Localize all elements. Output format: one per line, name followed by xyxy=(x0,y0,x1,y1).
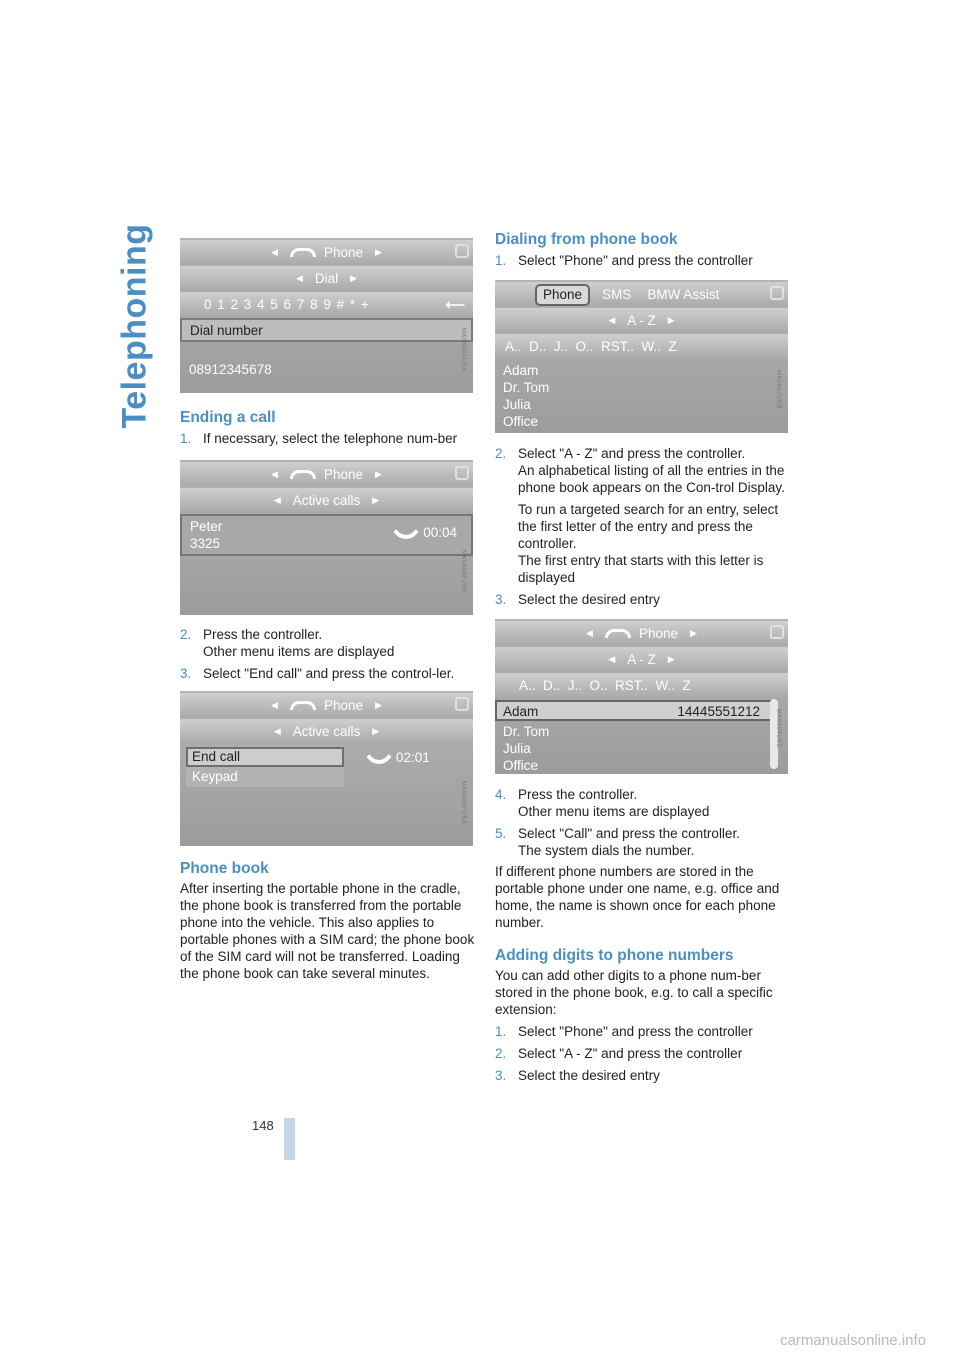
arrow-left-icon: ◀ xyxy=(608,315,616,325)
step-text: If necessary, select the telephone num-ber xyxy=(203,431,458,446)
step-number: 3. xyxy=(180,666,192,681)
ending-step-1 xyxy=(180,430,476,447)
call-entry xyxy=(180,514,473,556)
controller-icon xyxy=(455,466,469,480)
step-text: Select "A - Z" and press the controller. xyxy=(518,446,746,461)
step-number: 1. xyxy=(495,1024,507,1039)
caller-name: Peter xyxy=(190,519,223,534)
controller-icon xyxy=(455,244,469,258)
image-code: MK0602UEB xyxy=(775,370,781,410)
phone-menu-row xyxy=(495,621,788,646)
dial-row xyxy=(180,266,473,291)
menu-label: Phone xyxy=(323,467,364,482)
ending-step-3 xyxy=(180,665,476,682)
step-text: The system dials the number. xyxy=(518,843,695,858)
entry-number: 14445551212 xyxy=(677,704,760,719)
step-text: Select "Phone" and press the controller xyxy=(518,253,753,268)
caller-number: 3325 xyxy=(190,536,221,551)
image-code: MK0604UEC xyxy=(775,709,781,749)
phone-book-text: After inserting the portable phone in the cradle, the phone book is transferred from the portable phone into the vehicle. This also applies to portable phones with a SIM card; the phone book of the SIM card will not be transferred. Loading the phone book can take several minutes. xyxy=(180,881,475,981)
handset-icon xyxy=(605,629,631,638)
phone-menu-row xyxy=(180,693,473,718)
handset-icon xyxy=(290,470,316,479)
dial-step-3 xyxy=(495,591,791,608)
step-number: 4. xyxy=(495,787,507,802)
submenu-label: A - Z xyxy=(627,313,656,328)
handset-icon xyxy=(393,519,418,544)
list-item: Office xyxy=(503,414,539,429)
entry-list xyxy=(495,721,788,774)
entry-name: Adam xyxy=(503,704,539,719)
submenu-label: Dial xyxy=(314,271,339,286)
tab-phone: Phone xyxy=(535,284,590,306)
arrow-right-icon: ▶ xyxy=(375,700,382,710)
timer-value: 02:01 xyxy=(396,749,430,765)
menu-label: Phone xyxy=(638,626,679,641)
arrow-right-icon: ▶ xyxy=(375,247,382,257)
phone-menu-row xyxy=(180,240,473,265)
arrow-right-icon: ▶ xyxy=(667,315,675,325)
call-timer xyxy=(370,748,430,766)
left-column xyxy=(180,238,476,982)
step-text: Select "Call" and press the controller. xyxy=(518,826,740,841)
ending-step-2 xyxy=(180,626,476,660)
letters-row: A.. D.. J.. O.. RST.. W.. Z xyxy=(495,334,788,359)
step-text: Other menu items are displayed xyxy=(518,804,710,819)
list-item: Dr. Tom xyxy=(503,724,550,739)
controller-icon xyxy=(770,625,784,639)
letters-row: A.. D.. J.. O.. RST.. W.. Z xyxy=(495,673,788,698)
backspace-arrow-icon: ⟵ xyxy=(445,297,465,312)
watermark: carmanualsonline.info xyxy=(780,1332,926,1349)
end-call-item: End call xyxy=(186,747,344,767)
ending-call-heading: Ending a call xyxy=(180,409,276,426)
tab-row xyxy=(495,282,788,307)
step-text: Select "End call" and press the control-ler. xyxy=(203,666,455,681)
step-number: 1. xyxy=(180,431,192,446)
list-item: Dr. Tom xyxy=(503,380,550,395)
arrow-left-icon: ◀ xyxy=(273,495,281,505)
controller-icon xyxy=(455,697,469,711)
tab-bmw-assist: BMW Assist xyxy=(647,287,720,302)
timer-value: 00:04 xyxy=(423,524,457,540)
dial-number-item xyxy=(180,318,473,342)
call-timer xyxy=(397,523,457,541)
step-number: 2. xyxy=(180,627,192,642)
dialing-heading: Dialing from phone book xyxy=(495,231,678,248)
dial-step-5 xyxy=(495,825,791,859)
right-column xyxy=(495,228,791,1089)
arrow-right-icon: ▶ xyxy=(375,469,382,479)
add-step-2 xyxy=(495,1045,791,1062)
step-number: 5. xyxy=(495,826,507,841)
page-number: 148 xyxy=(252,1118,274,1133)
digits-label: 0 1 2 3 4 5 6 7 8 9 # * + xyxy=(204,297,370,312)
arrow-left-icon: ◀ xyxy=(586,628,593,638)
dial-step-1 xyxy=(495,252,791,269)
add-step-3 xyxy=(495,1067,791,1084)
arrow-left-icon: ◀ xyxy=(271,700,278,710)
active-call-screen xyxy=(180,460,473,615)
controller-icon xyxy=(770,286,784,300)
arrow-left-icon: ◀ xyxy=(608,654,616,664)
list-item: Julia xyxy=(503,397,531,412)
phone-menu-row xyxy=(180,462,473,487)
handset-icon xyxy=(290,701,316,710)
step-number: 3. xyxy=(495,1068,507,1083)
arrow-right-icon: ▶ xyxy=(350,273,358,283)
selected-entry xyxy=(495,700,774,721)
step-number: 3. xyxy=(495,592,507,607)
step-number: 2. xyxy=(495,446,507,461)
submenu-label: Active calls xyxy=(292,493,361,508)
dial-number-label: Dial number xyxy=(190,322,263,338)
entered-number: 08912345678 xyxy=(189,362,272,377)
end-call-screen xyxy=(180,691,473,846)
adding-digits-text: You can add other digits to a phone num-ber stored in the phone book, e.g. to call a specific extension: xyxy=(495,968,773,1017)
digits-row xyxy=(180,292,473,317)
arrow-right-icon: ▶ xyxy=(372,726,380,736)
phone-book-screen xyxy=(495,280,788,433)
list-item: Julia xyxy=(503,741,531,756)
entry-list xyxy=(495,360,788,430)
phone-book-heading: Phone book xyxy=(180,860,269,877)
step-number: 2. xyxy=(495,1046,507,1061)
dial-step-4 xyxy=(495,786,791,820)
submenu-label: Active calls xyxy=(292,724,361,739)
entry-select-screen xyxy=(495,619,788,774)
arrow-right-icon: ▶ xyxy=(690,628,697,638)
step-text: An alphabetical listing of all the entries in the phone book appears on the Con-trol Display. xyxy=(518,463,785,495)
list-item: Office xyxy=(503,758,539,773)
arrow-left-icon: ◀ xyxy=(271,469,278,479)
step-number: 1. xyxy=(495,253,507,268)
arrow-left-icon: ◀ xyxy=(295,273,303,283)
step-text: Select "Phone" and press the controller xyxy=(518,1024,753,1039)
arrow-right-icon: ▶ xyxy=(667,654,675,664)
arrow-left-icon: ◀ xyxy=(273,726,281,736)
keypad-item: Keypad xyxy=(186,767,344,787)
arrow-left-icon: ◀ xyxy=(271,247,278,257)
active-calls-row xyxy=(180,488,473,513)
step-text: Select the desired entry xyxy=(518,592,660,607)
step-text: Press the controller. xyxy=(518,787,638,802)
menu-label: Phone xyxy=(323,698,364,713)
active-calls-row xyxy=(180,719,473,744)
handset-icon xyxy=(290,248,316,257)
step-text: Select the desired entry xyxy=(518,1068,660,1083)
image-code: MK0606FUEB xyxy=(460,550,466,594)
step-text: Press the controller. xyxy=(203,627,323,642)
call-options-list xyxy=(186,747,344,787)
add-step-1 xyxy=(495,1023,791,1040)
a-z-row xyxy=(495,647,788,672)
dial-screen xyxy=(180,238,473,393)
multiple-numbers-text: If different phone numbers are stored in the portable phone under one name, e.g. office and home, the name is shown once for each phone number. xyxy=(495,864,780,930)
step-text: Other menu items are displayed xyxy=(203,644,395,659)
step-text: The first entry that starts with this letter is displayed xyxy=(518,553,764,585)
handset-icon xyxy=(366,744,391,769)
image-code: MK0602AUEA xyxy=(460,328,466,372)
a-z-row xyxy=(495,308,788,333)
chapter-title: Telephoning xyxy=(115,222,154,429)
tab-sms: SMS xyxy=(602,287,632,302)
list-item: Adam xyxy=(503,363,539,378)
step-text: To run a targeted search for an entry, select the first letter of the entry and press the controller. xyxy=(518,502,779,551)
step-text: Select "A - Z" and press the controller xyxy=(518,1046,743,1061)
image-code: MK0609FUEA xyxy=(460,781,466,825)
adding-digits-heading: Adding digits to phone numbers xyxy=(495,947,734,964)
dial-step-2 xyxy=(495,445,791,586)
arrow-right-icon: ▶ xyxy=(372,495,380,505)
submenu-label: A - Z xyxy=(627,652,656,667)
page-marker-bar xyxy=(284,1118,295,1160)
menu-label: Phone xyxy=(323,245,364,260)
